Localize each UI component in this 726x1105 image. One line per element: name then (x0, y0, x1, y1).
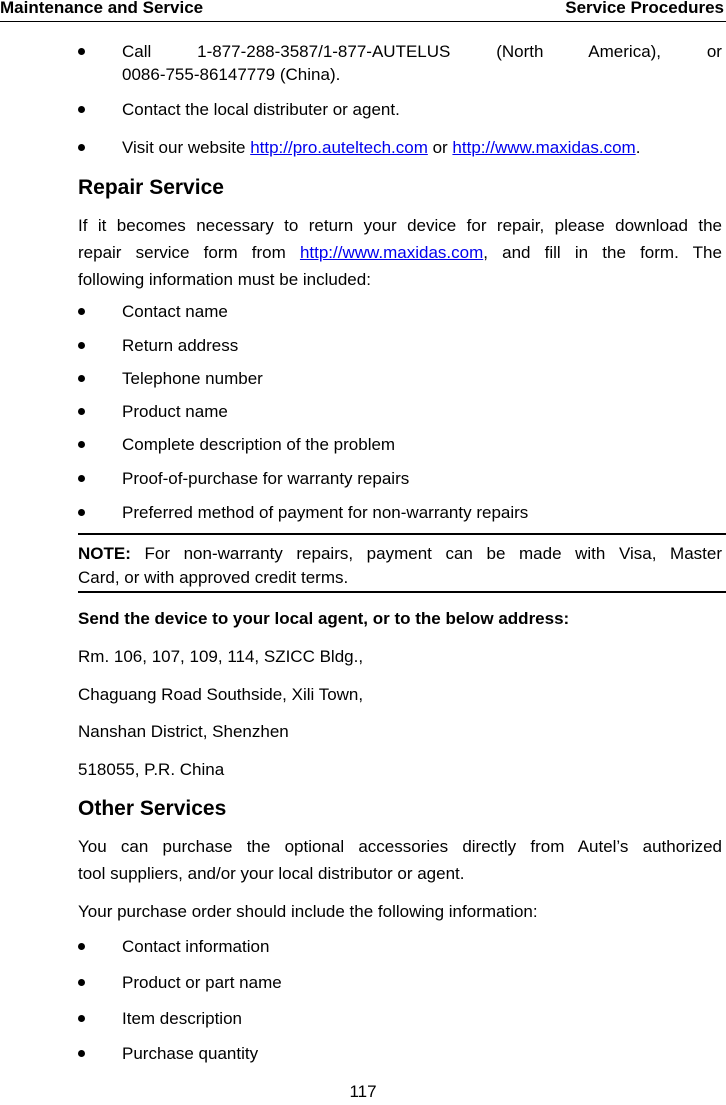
list-item: Complete description of the problem (122, 435, 396, 454)
header-section-title: Maintenance and Service (0, 0, 204, 17)
bullet-icon (78, 106, 85, 113)
bullet-icon (78, 475, 85, 482)
order-intro: Your purchase order should include the following information: (78, 902, 538, 921)
bullet-icon (78, 943, 85, 950)
bullet-icon (78, 509, 85, 516)
repair-paragraph-line: repair service form from http://www.maxidas.com, and fill in the form. The (78, 243, 722, 262)
address-line: Nanshan District, Shenzhen (78, 722, 289, 741)
list-item: Item description (122, 1009, 242, 1028)
bullet-icon (78, 1050, 85, 1057)
bullet-icon (78, 375, 85, 382)
list-item: Telephone number (122, 369, 263, 388)
bullet-icon (78, 144, 85, 151)
call-line: Call 1-877-288-3587/1-877-AUTELUS (North America), or (122, 42, 722, 61)
address-line: Chaguang Road Southside, Xili Town, (78, 685, 364, 704)
auteltech-link[interactable]: http://pro.auteltech.com (250, 138, 428, 157)
address-line: 518055, P.R. China (78, 760, 225, 779)
repair-paragraph-line: If it becomes necessary to return your device for repair, please download the (78, 216, 722, 235)
list-item: Product or part name (122, 973, 282, 992)
other-paragraph-line: tool suppliers, and/or your local distributor or agent. (78, 864, 465, 883)
other-services-heading: Other Services (78, 797, 227, 820)
bullet-icon (78, 48, 85, 55)
repair-paragraph-line: following information must be included: (78, 270, 371, 289)
repair-service-heading: Repair Service (78, 176, 224, 199)
bullet-icon (78, 308, 85, 315)
note-line: Card, or with approved credit terms. (78, 568, 349, 587)
bullet-icon (78, 979, 85, 986)
list-item: Proof-of-purchase for warranty repairs (122, 469, 410, 488)
bullet-icon (78, 1015, 85, 1022)
distributer-item: Contact the local distributer or agent. (122, 100, 400, 119)
shipping-heading: Send the device to your local agent, or to the below address: (78, 609, 570, 628)
other-paragraph-line: You can purchase the optional accessories directly from Autel’s authorized (78, 837, 723, 856)
list-item: Contact information (122, 937, 270, 956)
maxidas-link[interactable]: http://www.maxidas.com (452, 138, 636, 157)
repair-form-link[interactable]: http://www.maxidas.com (299, 243, 484, 262)
bullet-icon (78, 441, 85, 448)
list-item: Product name (122, 402, 228, 421)
note-top-rule (78, 533, 726, 535)
note-label: NOTE: (78, 544, 131, 563)
list-item: Purchase quantity (122, 1044, 259, 1063)
header-chapter-title: Service Procedures (565, 0, 724, 17)
page-number: 117 (349, 1082, 377, 1101)
note-bottom-rule (78, 591, 726, 593)
bullet-icon (78, 408, 85, 415)
call-line-china: 0086-755-86147779 (China). (122, 65, 341, 84)
bullet-icon (78, 342, 85, 349)
list-item: Return address (122, 336, 239, 355)
website-item: Visit our website http://pro.auteltech.com or http://www.maxidas.com. (122, 138, 641, 157)
list-item: Contact name (122, 302, 228, 321)
address-line: Rm. 106, 107, 109, 114, SZICC Bldg., (78, 647, 364, 666)
note-line: NOTE: For non-warranty repairs, payment can be made with Visa, Master (78, 544, 723, 563)
list-item: Preferred method of payment for non-warranty repairs (122, 503, 529, 522)
header-divider (0, 21, 726, 22)
